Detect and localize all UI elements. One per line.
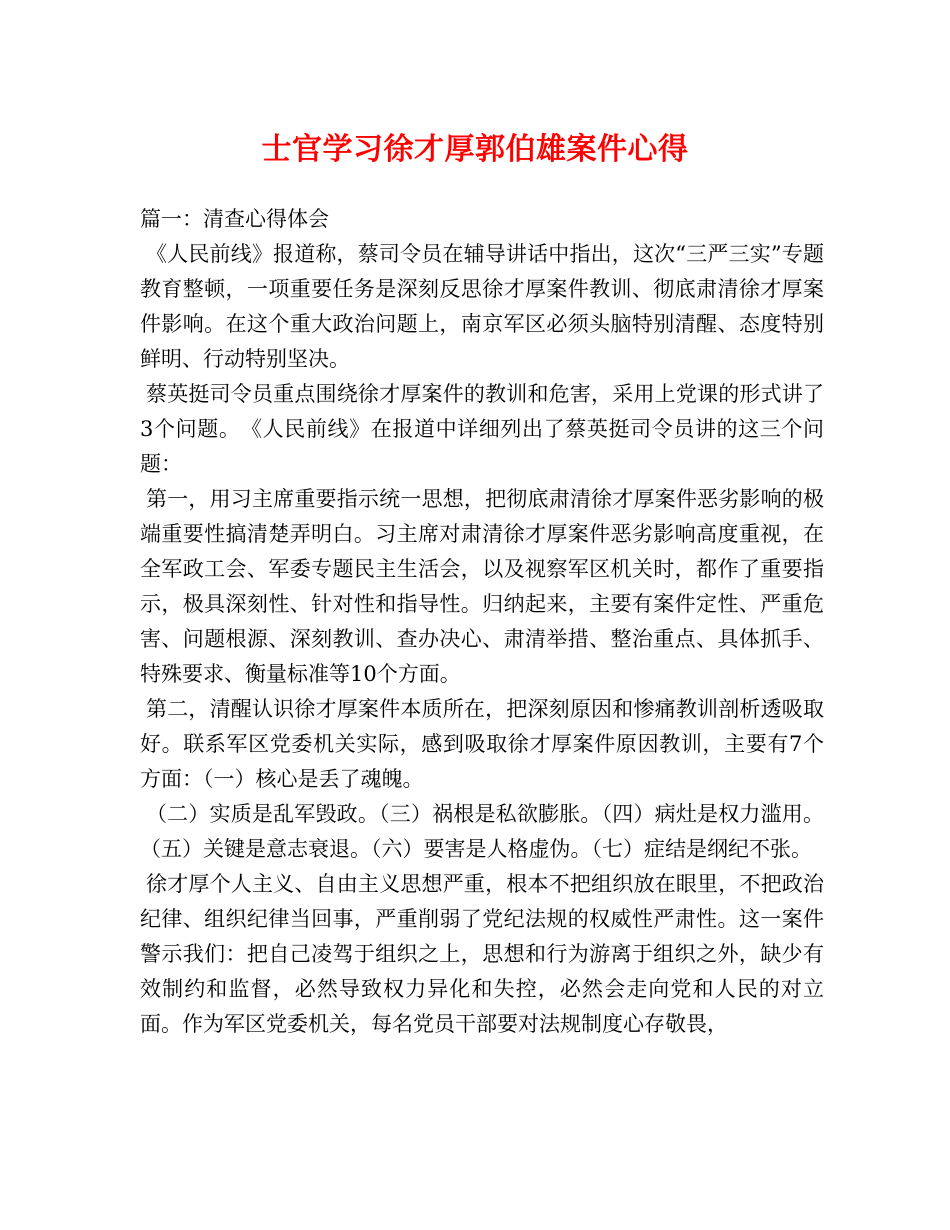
paragraph: 蔡英挺司令员重点围绕徐才厚案件的教训和危害，采用上党课的形式讲了3个问题。 《人民前线》在报道中详细列出了蔡英挺司令员讲的这三个问题： <box>140 382 824 476</box>
paragraph: 徐才厚个人主义、自由主义思想严重，根本不把组织放在眼里，不把政治纪律、组织纪律当回事，严重削弱了党纪法规的权威性严肃性。这一案件警示我们：把自己凌驾于组织之上，思想和行为游离于组织之外，缺少有效制约和监督，必然导致权力异化和失控，必然会走向党和人民的对立面。作为军区党委机关，每名党员干部要对法规制度心存敬畏， <box>140 872 824 1036</box>
document-body <box>140 202 824 1042</box>
section-heading: 篇一：清查心得体会 <box>140 207 329 231</box>
paragraph: 第二，清醒认识徐才厚案件本质所在，把深刻原因和惨痛教训剖析透吸取好。联系军区党委机关实际，感到吸取徐才厚案件原因教训，主要有7个方面：（一）核心是丢了魂魄。 <box>140 697 824 791</box>
document-title: 士官学习徐才厚郭伯雄案件心得 <box>261 132 689 167</box>
paragraph: （二）实质是乱军毁政。（三）祸根是私欲膨胀。（四）病灶是权力滥用。（五）关键是意志衰退。（六）要害是人格虚伪。（七）症结是纲纪不张。 <box>140 802 824 861</box>
paragraph: 第一，用习主席重要指示统一思想，把彻底肃清徐才厚案件恶劣影响的极端重要性搞清楚弄明白。习主席对肃清徐才厚案件恶劣影响高度重视，在全军政工会、军委专题民主生活会，以及视察军区机关时，都作了重要指示，极具深刻性、针对性和指导性。归纳起来，主要有案件定性、严重危害、问题根源、深刻教训、查办决心、肃清举措、整治重点、具体抓手、特殊要求、衡量标准等10个方面。 <box>140 487 824 686</box>
paragraph: 《人民前线》报道称，蔡司令员在辅导讲话中指出，这次“三严三实”专题教育整顿，一项重要任务是深刻反思徐才厚案件教训、彻底肃清徐才厚案件影响。在这个重大政治问题上，南京军区必须头脑特别清醒、态度特别鲜明、行动特别坚决。 <box>140 242 824 371</box>
